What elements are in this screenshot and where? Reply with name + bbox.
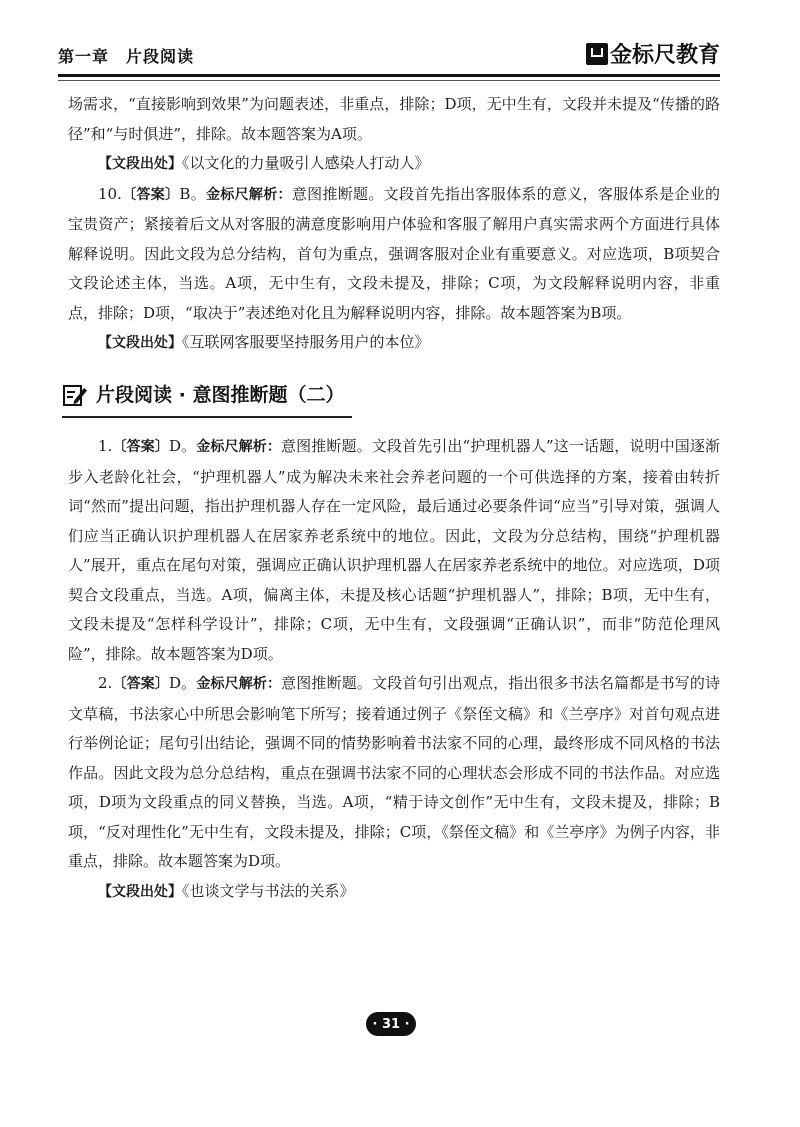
source-note <box>68 877 720 908</box>
page-number: · 31 · <box>366 1012 416 1036</box>
header-rule-thick <box>58 74 720 77</box>
answer-label: 〔答案〕 <box>112 676 170 692</box>
paragraph-continuation: 场需求，“直接影响到效果”为问题表述，非重点，排除；D项，无中生有，文段并未提及“传播的路径”和“与时俱进”，排除。故本题答案为A项。 <box>68 95 720 143</box>
analysis-label: 金标尺解析： <box>196 439 281 455</box>
page-content <box>68 90 720 907</box>
source-note <box>68 149 720 180</box>
source-text: 《以文化的力量吸引人感染人打动人》 <box>182 154 430 172</box>
answer-2 <box>68 669 720 877</box>
header-rule-thin <box>58 80 720 81</box>
source-text: 《互联网客服要坚持服务用户的本位》 <box>182 333 430 351</box>
answer-label: 〔答案〕 <box>112 439 169 455</box>
source-label: 【文段出处】 <box>98 156 182 172</box>
analysis-text: 意图推断题。文段首先引出“护理机器人”这一话题，说明中国逐渐步入老龄化社会，“护理机器人”成为解决未来社会养老问题的一个可供选择的方案，接着由转折词“然而”提出问题，指出护理机器人存在一定风险，最后通过必要条件词“应当”引导对策，强调人们应当正确认识护理机器人在居家养老系统中的地位。因此，文段为分总结构，围绕“护理机器人”展开，重点在尾句对策，强调应正确认识护理机器人在居家养老系统中的地位。对应选项，D项契合文段重点，当选。A项，偏离主体，未提及核心话题“护理机器人”，排除；B项，无中生有，文段未提及“怎样科学设计”，排除；C项，无中生有，文段强调“正确认识”，而非“防范伦理风险”，排除。故本题答案为D项。 <box>68 437 721 663</box>
analysis-text: 意图推断题。文段首句引出观点，指出很多书法名篇都是书写的诗文草稿，书法家心中所思会影响笔下所写；接着通过例子《祭侄文稿》和《兰亭序》对首句观点进行举例论证；尾句引出结论，强调不同的情势影响着书法家不同的心理，最终形成不同风格的书法作品。因此文段为总分总结构，重点在强调书法家不同的心理状态会形成不同的书法作品。对应选项，D项为文段重点的同义替换，当选。A项，“精于诗文创作”无中生有，文段未提及，排除；B项，“反对理性化”无中生有，文段未提及，排除；C项，《祭侄文稿》和《兰亭序》为例子内容，非重点，排除。故本题答案为D项。 <box>68 674 721 870</box>
analysis-label: 金标尺解析： <box>196 676 282 692</box>
source-text: 《也谈文学与书法的关系》 <box>182 881 355 900</box>
question-number: 2. <box>98 674 113 692</box>
source-label: 【文段出处】 <box>98 335 182 351</box>
chapter-title: 第一章 片段阅读 <box>58 47 195 66</box>
answer-1 <box>68 432 720 669</box>
section-title: 片段阅读 · 意图推断题（二） <box>96 383 345 406</box>
source-note <box>68 328 720 359</box>
brand-name: 金标尺教育 <box>609 43 720 68</box>
answer-choice: B。 <box>179 184 207 203</box>
answer-label: 〔答案〕 <box>121 186 180 203</box>
answer-choice: D。 <box>169 674 197 692</box>
analysis-text: 意图推断题。文段首先指出客服体系的意义，客服体系是企业的宝贵资产；紧接着后文从对客服的满意度影响用户体验和客服了解用户真实需求两个方面进行具体解释说明。因此文段为总分结构，首句为重点，强调客服对企业有重要意义。对应选项，B项契合文段论述主体，当选。A项，无中生有，文段未提及，排除；C项，为文段解释说明内容，非重点，排除；D项，“取决于”表述绝对化且为解释说明内容，排除。故本题答案为B项。 <box>68 184 721 322</box>
edit-note-icon <box>62 382 88 408</box>
brand-icon <box>586 43 608 65</box>
answer-10 <box>68 180 720 329</box>
question-number: 1. <box>98 437 113 455</box>
section-heading <box>62 381 352 419</box>
source-label: 【文段出处】 <box>98 883 182 900</box>
brand-logo <box>586 38 720 69</box>
answer-choice: D。 <box>168 437 197 455</box>
page-header <box>58 36 720 76</box>
analysis-label: 金标尺解析： <box>206 186 292 203</box>
question-number: 10. <box>98 184 122 203</box>
